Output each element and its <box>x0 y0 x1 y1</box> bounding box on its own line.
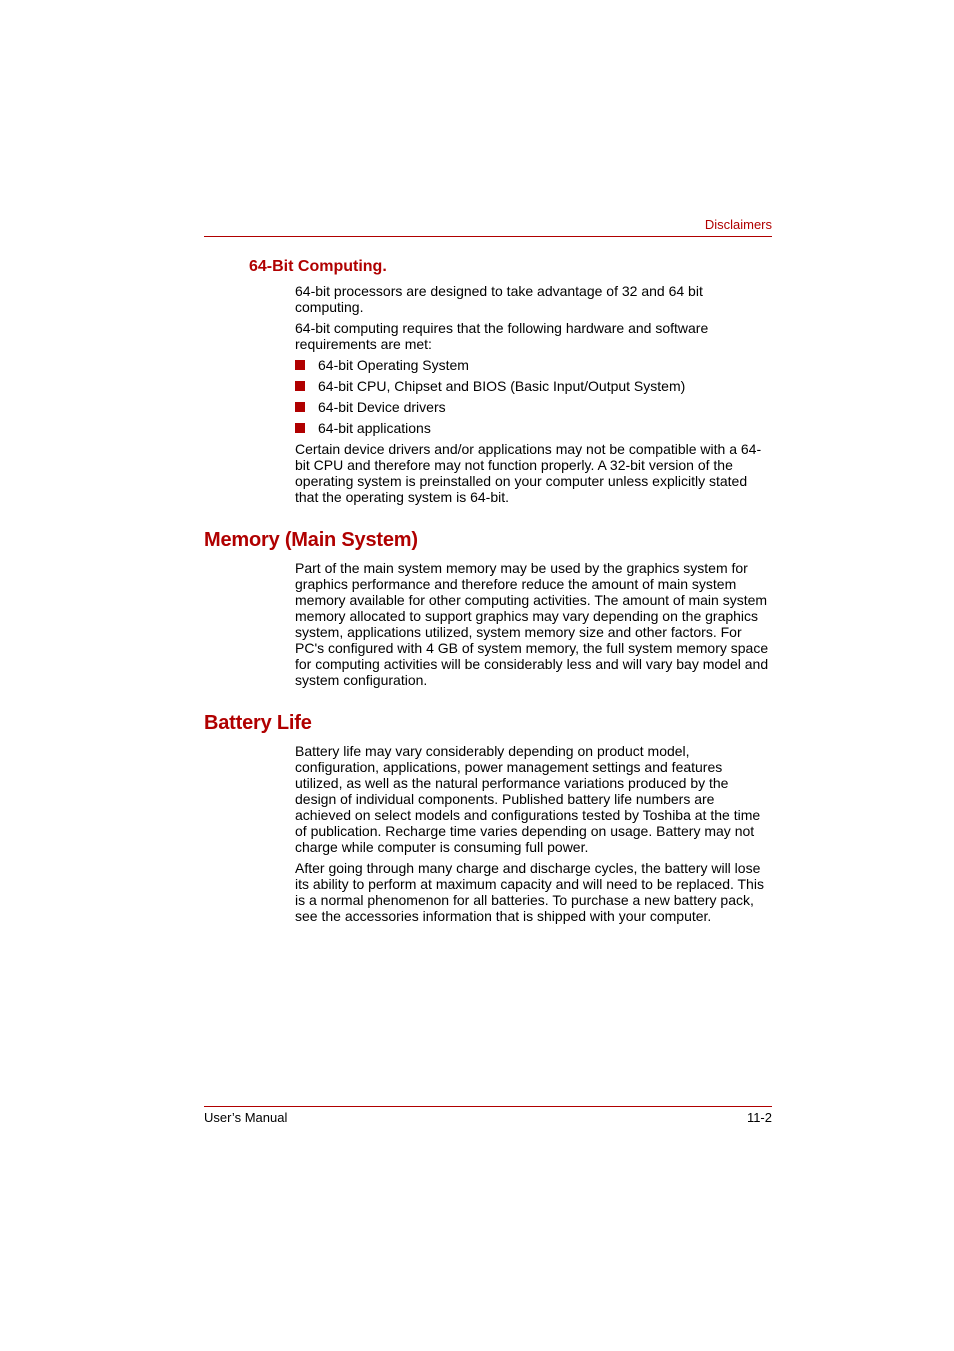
computing-paragraph-2: 64-bit computing requires that the following hardware and software requirements are met: <box>295 320 709 352</box>
footer-divider <box>204 1106 772 1107</box>
list-item <box>295 399 773 415</box>
list-item-text: 64-bit CPU, Chipset and BIOS (Basic Input/Output System) <box>318 378 686 394</box>
battery-paragraph-2: After going through many charge and discharge cycles, the battery will lose its ability to perform at maximum capacity and will need to be replaced. This is a normal phenomenon for all batteries. To purchase a new battery pack, see the accessories information that is shipped with your computer. <box>295 860 764 924</box>
square-bullet-icon <box>295 423 305 433</box>
square-bullet-icon <box>295 402 305 412</box>
list-item-text: 64-bit applications <box>318 420 431 436</box>
section-title-battery: Battery Life <box>204 712 312 734</box>
computing-paragraph-3: Certain device drivers and/or applications may not be compatible with a 64-bit CPU and therefore may not function properly. A 32-bit version of the operating system is preinstalled on your computer unless explicitly stated that the operating system is 64-bit. <box>295 441 762 505</box>
section-title-memory: Memory (Main System) <box>204 529 418 551</box>
battery-body <box>295 743 773 929</box>
list-item <box>295 420 773 436</box>
battery-paragraph-1: Battery life may vary considerably depending on product model, configuration, applications, power management settings and features utilized, as well as the natural performance variations produced by the design of individual components. Published battery life numbers are achieved on select models and configurations tested by Toshiba at the time of publication. Recharge time varies depending on usage. Battery may not charge while computer is consuming full power. <box>295 743 761 855</box>
list-item <box>295 357 773 373</box>
list-item-text: 64-bit Device drivers <box>318 399 446 415</box>
list-item-text: 64-bit Operating System <box>318 357 469 373</box>
square-bullet-icon <box>295 381 305 391</box>
square-bullet-icon <box>295 360 305 370</box>
requirements-list <box>295 357 773 436</box>
memory-body <box>295 560 773 693</box>
memory-paragraph-1: Part of the main system memory may be used by the graphics system for graphics performance and therefore reduce the amount of main system memory available for other computing activities. The amount of main system memory allocated to support graphics may vary depending on the graphics system, applications utilized, system memory size and other factors. For PC's configured with 4 GB of system memory, the full system memory space for computing activities will be considerably less and will vary bay model and system configuration. <box>295 560 769 688</box>
computing-paragraph-1: 64-bit processors are designed to take advantage of 32 and 64 bit computing. <box>295 283 703 315</box>
page-number: 11-2 <box>746 1110 772 1125</box>
computing-body <box>295 283 773 510</box>
running-header-section: Disclaimers <box>704 217 772 232</box>
list-item <box>295 378 773 394</box>
footer-manual-title: User’s Manual <box>204 1110 288 1125</box>
header-divider <box>204 236 772 237</box>
subheading-64bit-computing: 64-Bit Computing. <box>249 258 387 275</box>
